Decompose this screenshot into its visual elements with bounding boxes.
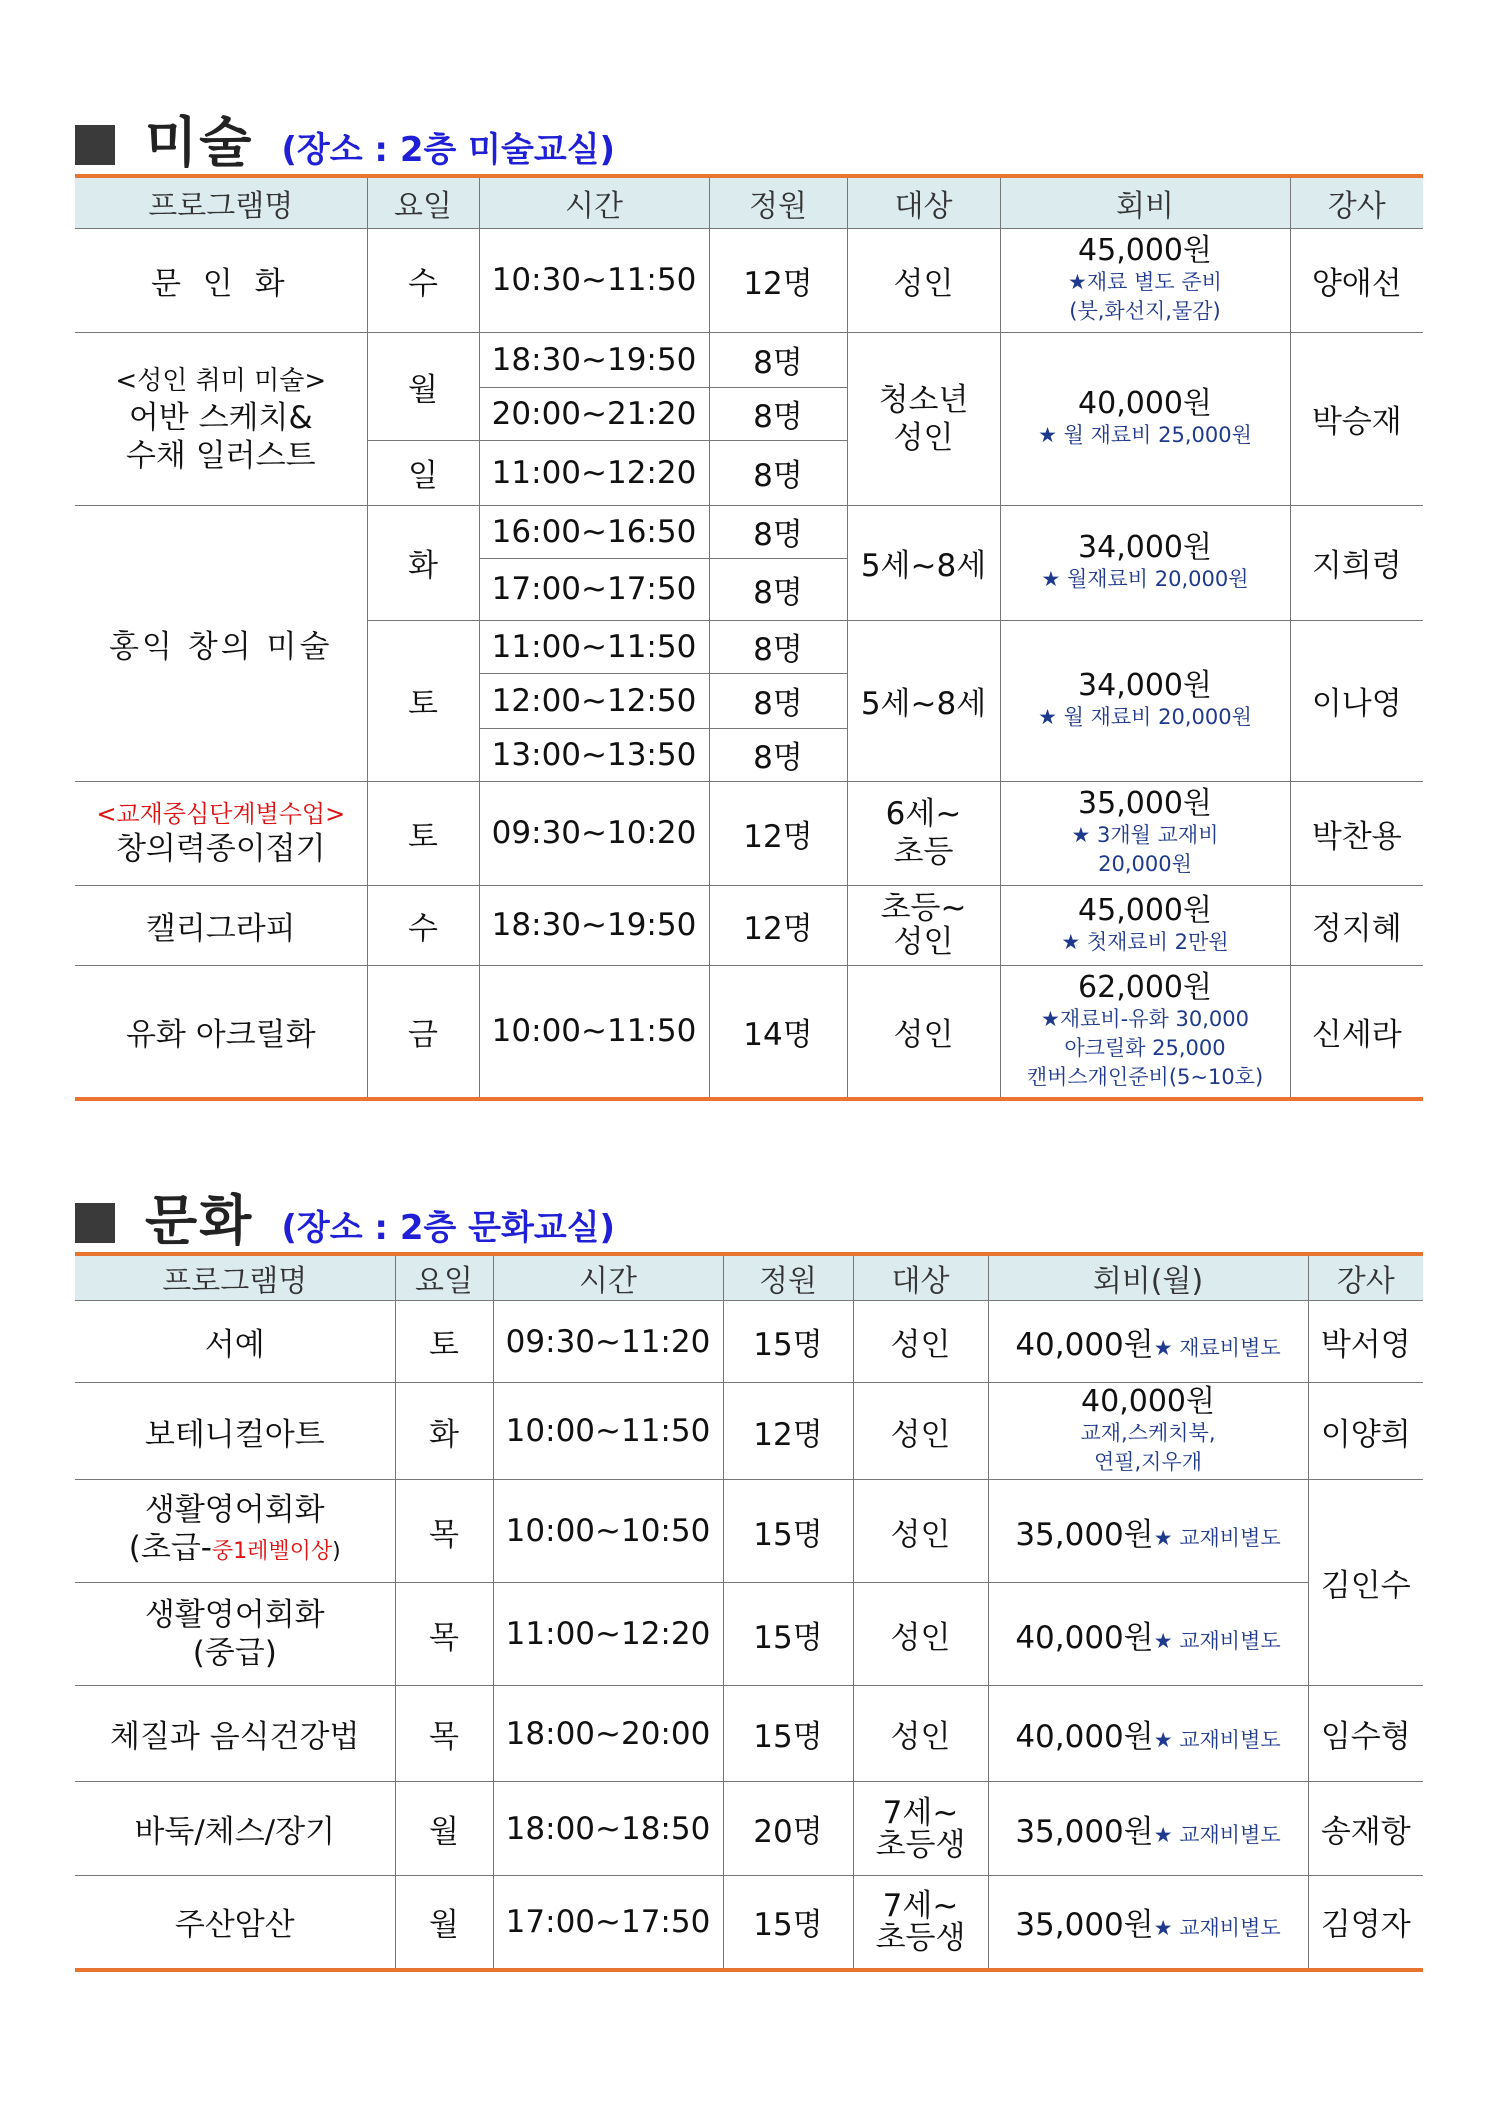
fee: 35,000원★ 교재비별도 xyxy=(988,1782,1308,1876)
teacher: 이양희 xyxy=(1308,1383,1423,1480)
fee: 40,000원 교재,스케치북, 연필,지우개 xyxy=(988,1383,1308,1480)
table-row xyxy=(75,1686,1423,1782)
square-bullet-icon xyxy=(75,1203,115,1243)
fee: 40,000원★ 재료비별도 xyxy=(988,1301,1308,1383)
capacity: 20명 xyxy=(723,1782,853,1876)
day: 월 xyxy=(395,1876,493,1970)
fee: 45,000원 ★재료 별도 준비 (붓,화선지,물감) xyxy=(1000,228,1290,332)
time: 10:00~11:50 xyxy=(493,1383,723,1480)
capacity: 12명 xyxy=(709,228,847,332)
teacher: 신세라 xyxy=(1290,965,1423,1099)
fee: 40,000원 ★ 월 재료비 25,000원 xyxy=(1000,332,1290,505)
table-row xyxy=(75,228,1423,332)
culture-place: (장소 : 2층 문화교실) xyxy=(281,1208,616,1248)
day: 토 xyxy=(367,620,479,781)
day: 토 xyxy=(367,781,479,885)
day: 수 xyxy=(367,885,479,965)
day: 목 xyxy=(395,1686,493,1782)
fee: 40,000원★ 교재비별도 xyxy=(988,1583,1308,1686)
program-name: 생활영어회화 (초급-중1레벨이상) xyxy=(75,1480,395,1583)
time: 09:30~10:20 xyxy=(479,781,709,885)
table-row xyxy=(75,1383,1423,1480)
capacity: 15명 xyxy=(723,1583,853,1686)
table-row xyxy=(75,1480,1423,1583)
capacity: 8명 xyxy=(709,620,847,673)
art-header-row xyxy=(75,176,1423,228)
time: 11:00~12:20 xyxy=(479,440,709,505)
time: 18:30~19:50 xyxy=(479,332,709,387)
header-day: 요일 xyxy=(367,176,479,228)
time: 10:30~11:50 xyxy=(479,228,709,332)
program-name: <교재중심단계별수업> 창의력종이접기 xyxy=(75,781,367,885)
day: 월 xyxy=(395,1782,493,1876)
capacity: 15명 xyxy=(723,1301,853,1383)
teacher: 정지혜 xyxy=(1290,885,1423,965)
program-name: 홍익 창의 미술 xyxy=(75,505,367,781)
capacity: 8명 xyxy=(709,505,847,558)
day: 화 xyxy=(367,505,479,620)
capacity: 8명 xyxy=(709,440,847,505)
capacity: 15명 xyxy=(723,1480,853,1583)
teacher: 김인수 xyxy=(1308,1480,1423,1686)
program-name: 생활영어회화 (중급) xyxy=(75,1583,395,1686)
time: 13:00~13:50 xyxy=(479,728,709,781)
table-row xyxy=(75,1782,1423,1876)
target: 7세~ 초등생 xyxy=(853,1782,988,1876)
day: 금 xyxy=(367,965,479,1099)
header-program: 프로그램명 xyxy=(75,176,367,228)
day: 일 xyxy=(367,440,479,505)
time: 18:00~18:50 xyxy=(493,1782,723,1876)
header-teacher: 강사 xyxy=(1308,1254,1423,1301)
capacity: 8명 xyxy=(709,558,847,620)
art-title: 미술 xyxy=(145,111,254,174)
teacher: 지희령 xyxy=(1290,505,1423,620)
target: 성인 xyxy=(853,1383,988,1480)
header-teacher: 강사 xyxy=(1290,176,1423,228)
teacher: 송재항 xyxy=(1308,1782,1423,1876)
time: 09:30~11:20 xyxy=(493,1301,723,1383)
target: 성인 xyxy=(853,1686,988,1782)
table-row xyxy=(75,1583,1423,1686)
target: 청소년 성인 xyxy=(847,332,1000,505)
program-name: 바둑/체스/장기 xyxy=(75,1782,395,1876)
capacity: 12명 xyxy=(709,885,847,965)
table-row xyxy=(75,885,1423,965)
time: 12:00~12:50 xyxy=(479,673,709,728)
time: 11:00~11:50 xyxy=(479,620,709,673)
day: 월 xyxy=(367,332,479,440)
square-bullet-icon xyxy=(75,125,115,165)
program-name: 문 인 화 xyxy=(75,228,367,332)
capacity: 12명 xyxy=(723,1383,853,1480)
header-capacity: 정원 xyxy=(709,176,847,228)
target: 초등~ 성인 xyxy=(847,885,1000,965)
art-place: (장소 : 2층 미술교실) xyxy=(281,130,616,170)
art-section-title xyxy=(75,100,615,177)
target: 성인 xyxy=(847,228,1000,332)
day: 목 xyxy=(395,1583,493,1686)
header-target: 대상 xyxy=(853,1254,988,1301)
teacher: 임수형 xyxy=(1308,1686,1423,1782)
fee: 34,000원 ★ 월 재료비 20,000원 xyxy=(1000,620,1290,781)
time: 18:00~20:00 xyxy=(493,1686,723,1782)
capacity: 15명 xyxy=(723,1876,853,1970)
target: 성인 xyxy=(853,1301,988,1383)
target: 5세~8세 xyxy=(847,620,1000,781)
fee: 35,000원★ 교재비별도 xyxy=(988,1480,1308,1583)
fee: 34,000원 ★ 월재료비 20,000원 xyxy=(1000,505,1290,620)
culture-table xyxy=(75,1252,1423,1972)
teacher: 박서영 xyxy=(1308,1301,1423,1383)
time: 20:00~21:20 xyxy=(479,387,709,440)
culture-header-row xyxy=(75,1254,1423,1301)
target: 성인 xyxy=(853,1480,988,1583)
capacity: 14명 xyxy=(709,965,847,1099)
table-row xyxy=(75,505,1423,558)
table-row xyxy=(75,1301,1423,1383)
time: 18:30~19:50 xyxy=(479,885,709,965)
program-name: 유화 아크릴화 xyxy=(75,965,367,1099)
capacity: 8명 xyxy=(709,332,847,387)
header-time: 시간 xyxy=(479,176,709,228)
day: 토 xyxy=(395,1301,493,1383)
header-fee: 회비(월) xyxy=(988,1254,1308,1301)
teacher: 박승재 xyxy=(1290,332,1423,505)
teacher: 김영자 xyxy=(1308,1876,1423,1970)
table-row xyxy=(75,781,1423,885)
fee: 62,000원 ★재료비-유화 30,000 아크릴화 25,000 캔버스개인준비(5~10호) xyxy=(1000,965,1290,1099)
day: 수 xyxy=(367,228,479,332)
header-target: 대상 xyxy=(847,176,1000,228)
time: 16:00~16:50 xyxy=(479,505,709,558)
time: 17:00~17:50 xyxy=(479,558,709,620)
capacity: 8명 xyxy=(709,387,847,440)
target: 성인 xyxy=(847,965,1000,1099)
target: 성인 xyxy=(853,1583,988,1686)
header-program: 프로그램명 xyxy=(75,1254,395,1301)
target: 6세~ 초등 xyxy=(847,781,1000,885)
teacher: 이나영 xyxy=(1290,620,1423,781)
time: 17:00~17:50 xyxy=(493,1876,723,1970)
program-name: 보테니컬아트 xyxy=(75,1383,395,1480)
table-row xyxy=(75,965,1423,1099)
fee: 40,000원★ 교재비별도 xyxy=(988,1686,1308,1782)
table-row xyxy=(75,1876,1423,1970)
program-name: 체질과 음식건강법 xyxy=(75,1686,395,1782)
time: 10:00~11:50 xyxy=(479,965,709,1099)
capacity: 15명 xyxy=(723,1686,853,1782)
table-row xyxy=(75,332,1423,387)
culture-title: 문화 xyxy=(145,1189,254,1252)
capacity: 8명 xyxy=(709,673,847,728)
program-name: 캘리그라피 xyxy=(75,885,367,965)
day: 화 xyxy=(395,1383,493,1480)
target: 7세~ 초등생 xyxy=(853,1876,988,1970)
fee: 35,000원★ 교재비별도 xyxy=(988,1876,1308,1970)
teacher: 박찬용 xyxy=(1290,781,1423,885)
fee: 35,000원 ★ 3개월 교재비 20,000원 xyxy=(1000,781,1290,885)
program-name: 주산암산 xyxy=(75,1876,395,1970)
capacity: 12명 xyxy=(709,781,847,885)
day: 목 xyxy=(395,1480,493,1583)
program-name: <성인 취미 미술> 어반 스케치& 수채 일러스트 xyxy=(75,332,367,505)
header-capacity: 정원 xyxy=(723,1254,853,1301)
teacher: 양애선 xyxy=(1290,228,1423,332)
header-fee: 회비 xyxy=(1000,176,1290,228)
program-name: 서예 xyxy=(75,1301,395,1383)
culture-section-title xyxy=(75,1178,615,1255)
header-time: 시간 xyxy=(493,1254,723,1301)
target: 5세~8세 xyxy=(847,505,1000,620)
fee: 45,000원 ★ 첫재료비 2만원 xyxy=(1000,885,1290,965)
header-day: 요일 xyxy=(395,1254,493,1301)
art-table xyxy=(75,174,1423,1101)
time: 11:00~12:20 xyxy=(493,1583,723,1686)
time: 10:00~10:50 xyxy=(493,1480,723,1583)
capacity: 8명 xyxy=(709,728,847,781)
